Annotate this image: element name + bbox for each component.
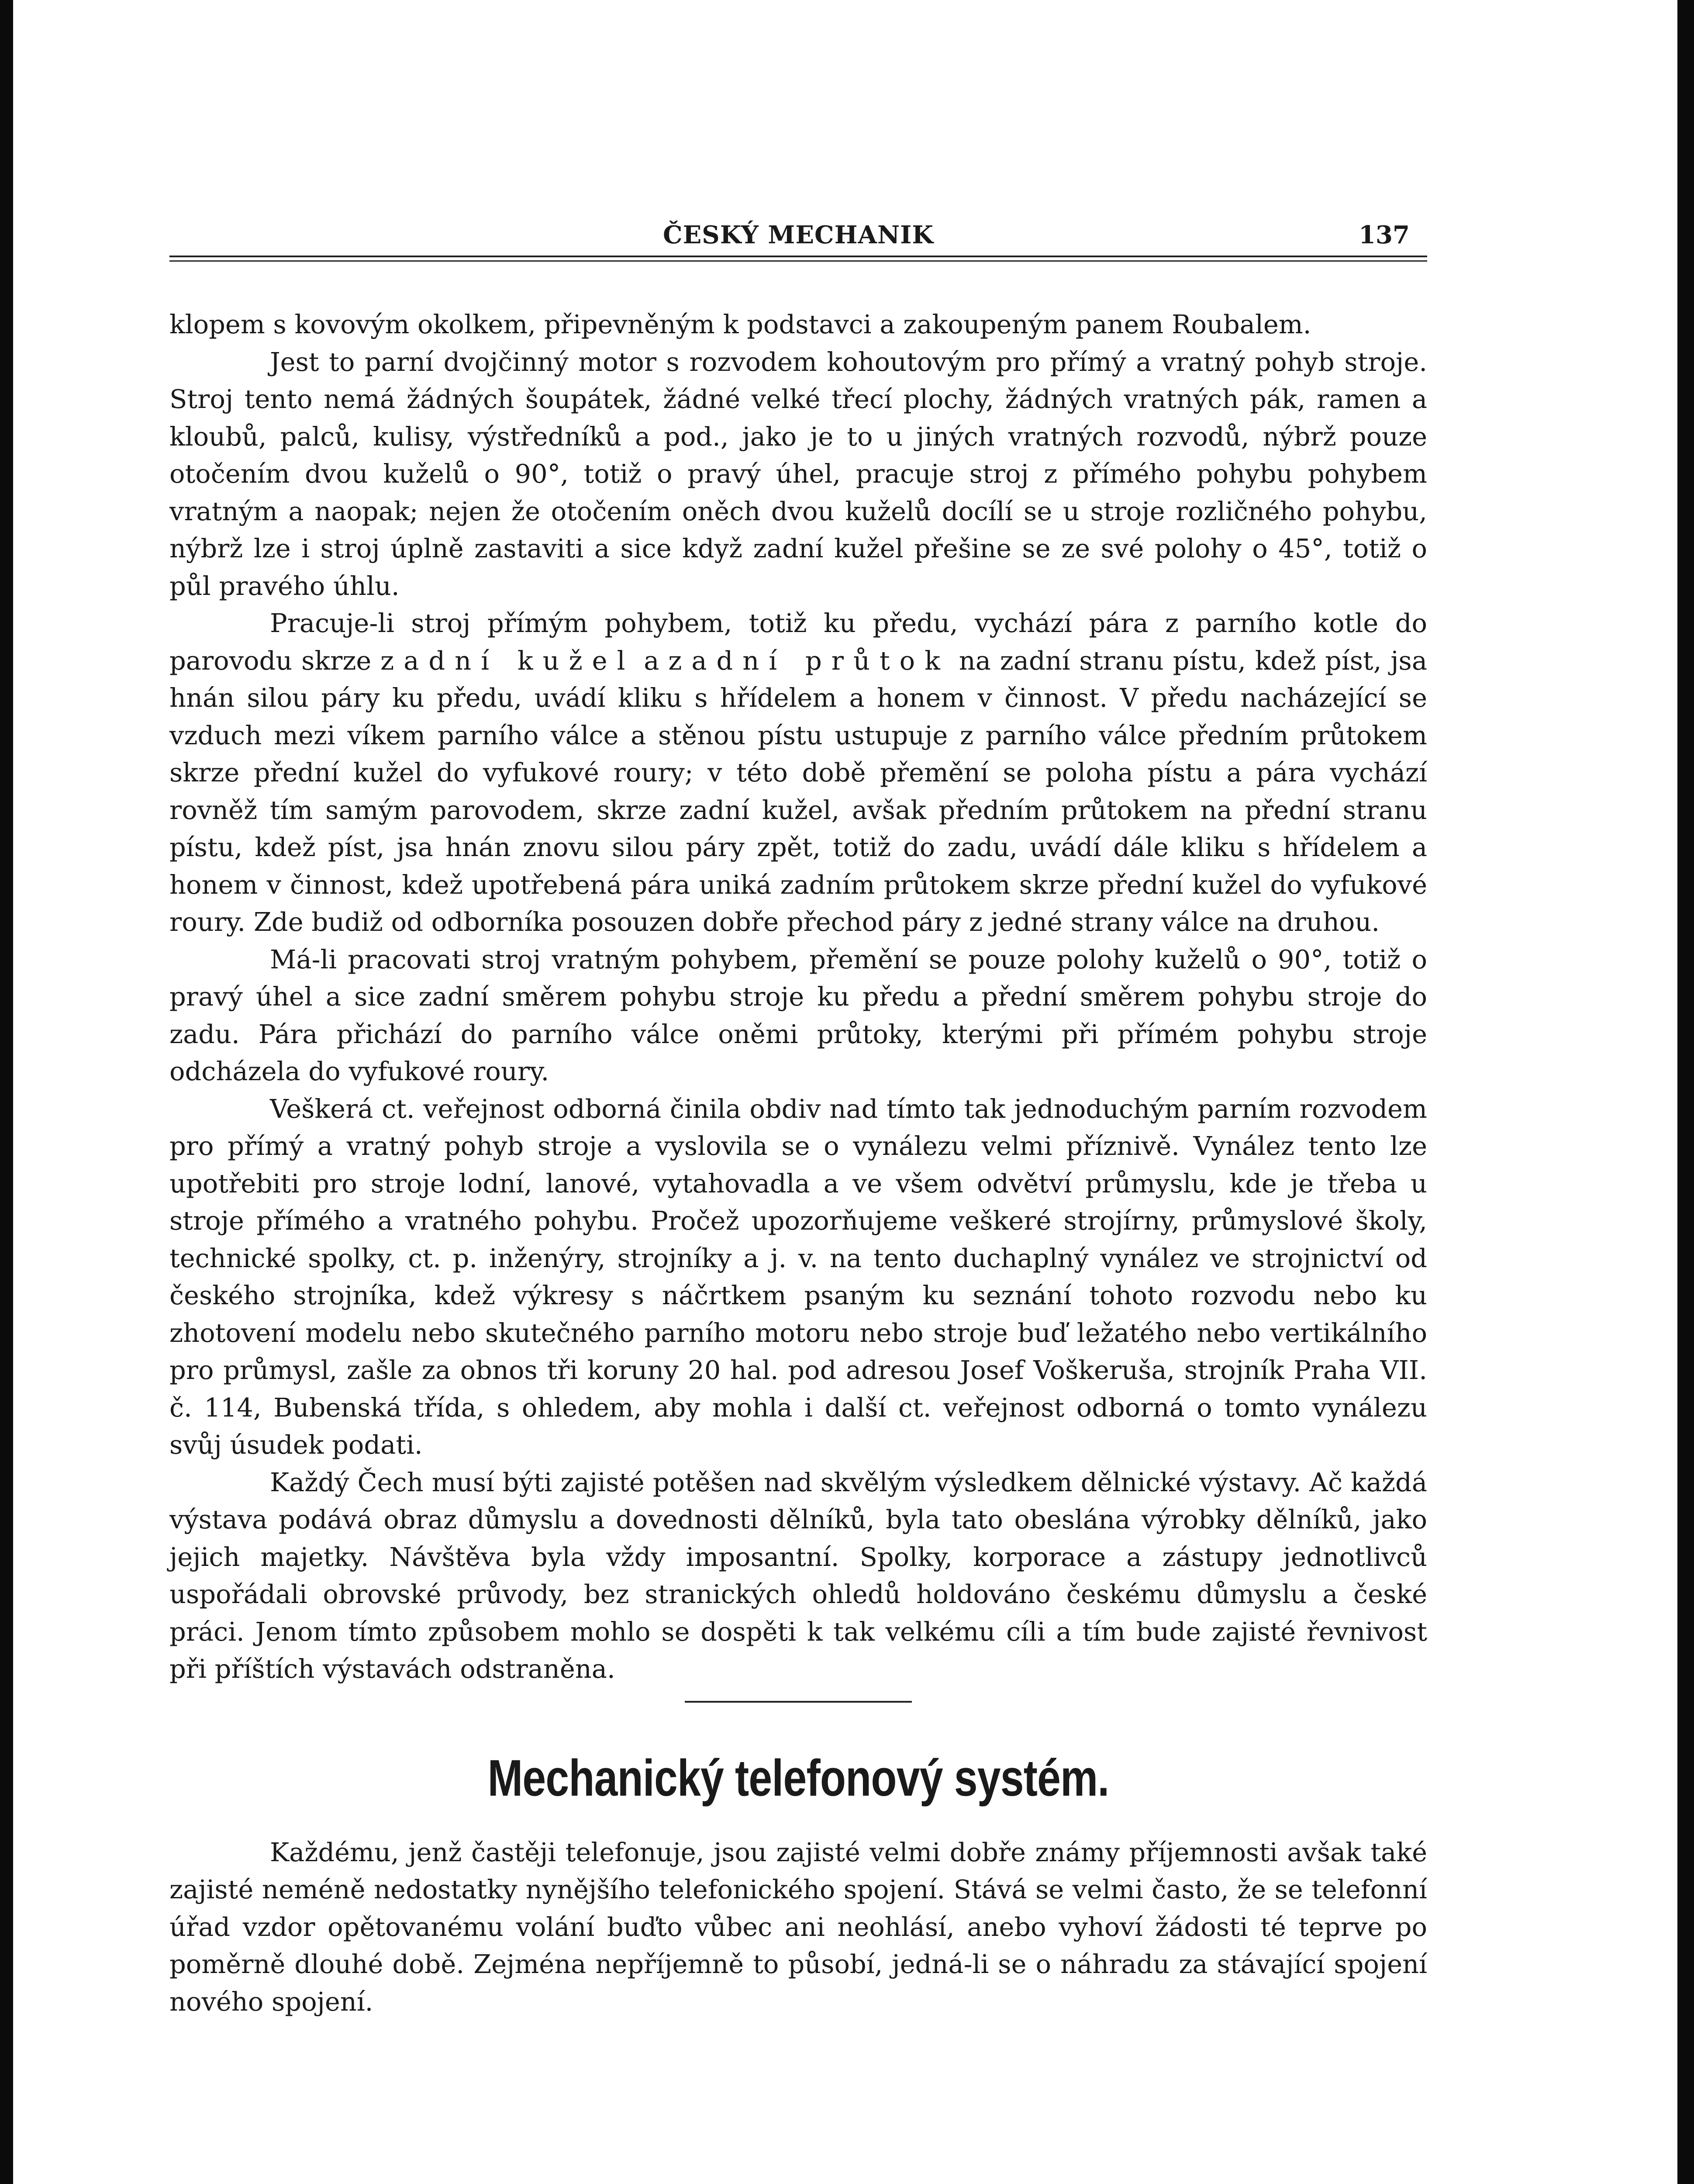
page-number: 137 bbox=[1359, 221, 1410, 249]
page-body bbox=[169, 306, 1427, 2020]
article-heading: Mechanický telefonový systém. bbox=[487, 1749, 1109, 1807]
emphasis-spaced: zadní průtok bbox=[668, 645, 950, 676]
page bbox=[169, 0, 1427, 2184]
journal-title: ČESKÝ MECHANIK bbox=[663, 221, 934, 249]
text-run: Pracuje-li stroj přímým pohybem, totiž ku předu, vychází pára z parního kotle do parovodu skrze bbox=[169, 608, 1427, 676]
paragraph-telephone: Každému, jenž častěji telefonuje, jsou zajisté velmi dobře známy příjemnosti avšak také zajisté neméně nedostatky nynějšího telefonického spojení. Stává se velmi často, že se telefonní úřad vzdor opětovanému volání buďto vůbec ani neohlásí, anebo vyhoví žádosti té teprve po poměrně dlouhé době. Zejména nepříjemně to působí, jedná-li se o náhradu za stávající spojení nového spojení. bbox=[169, 1837, 1427, 2017]
paragraph-reverse-motion: Má-li pracovati stroj vratným pohybem, přemění se pouze polohy kuželů o 90°, totiž o pravý úhel a sice zadní směrem pohybu stroje ku předu a přední směrem pohybu stroje do zadu. Pára přichází do parního válce oněmi průtoky, kterými při přímém pohybu stroje odcházela do vyfukové roury. bbox=[169, 944, 1427, 1086]
paragraph-invention-offer: Veškerá ct. veřejnost odborná činila obdiv nad tímto tak jednoduchým parním rozvodem pro přímý a vratný pohyb stroje a vyslovila se o vynálezu velmi příznivě. Vynález tento lze upotřebiti pro stroje lodní, lanové, vytahovadla a ve všem odvětví průmyslu, kde je třeba u stroje přímého a vratného pohybu. Pročež upozorňujeme veškeré strojírny, průmyslové školy, technické spolky, ct. p. inženýry, strojníky a j. v. na tento duchaplný vynález ve strojnictví od českého strojníka, kdež výkresy s náčrtkem psaným ku seznání tohoto rozvodu nebo ku zhotovení modelu nebo skutečného parního motoru nebo stroje buď ležatého nebo vertikálního pro průmysl, zašle za obnos tři koruny 20 hal. pod adresou Josef Voškeruša, strojník Praha VII. č. 114, Bubenská třída, s ohledem, aby mohla i další ct. veřejnost odborná o tomto vynálezu svůj úsudek podati. bbox=[169, 1093, 1427, 1460]
running-header bbox=[169, 221, 1427, 251]
paragraph-motor-description: Jest to parní dvojčinný motor s rozvodem kohoutovým pro přímý a vratný pohyb stroje. Stroj tento nemá žádných šoupátek, žádné velké třecí plochy, žádných vratných pák, ramen a kloubů, palců, kulisy, výstředníků a pod., jako je to u jiných vratných rozvodů, nýbrž pouze otočením dvou kuželů o 90°, totiž o pravý úhel, pracuje stroj z přímého pohybu pohybem vratným a naopak; nejen že otočením oněch dvou kuželů docílí se u stroje rozličného pohybu, nýbrž lze i stroj úplně zastaviti a sice když zadní kužel přešine se ze své polohy o 45°, totiž o půl pravého úhlu. bbox=[169, 346, 1427, 601]
text-run: a bbox=[644, 645, 659, 676]
emphasis-spaced: zadní kužel bbox=[380, 645, 635, 676]
text-run: na zadní stranu pístu, kdež píst, jsa hnán silou páry ku předu, uvádí kliku s hřídelem a honem v činnost. V předu nacházející se vzduch mezi víkem parního válce a stěnou pístu ustupuje z parního válce předním průtokem skrze přední kužel do vyfukové roury; v této době přemění se poloha pístu a pára vychází rovněž tím samým parovodem, skrze zadní kužel, avšak předním průtokem na přední stranu pístu, kdež píst, jsa hnán znovu silou páry zpět, totiž do zadu, uvádí dále kliku s hřídelem a honem v činnost, kdež upotřebená pára uniká zadním průtokem skrze přední kužel do vyfukové roury. Zde budiž od odborníka posouzen dobře přechod páry z jedné strany válce na druhou. bbox=[169, 645, 1428, 937]
scan-border-right bbox=[1677, 0, 1694, 2184]
scan-border-left bbox=[0, 0, 13, 2184]
paragraph-exhibition: Každý Čech musí býti zajisté potěšen nad skvělým výsledkem dělnické výstavy. Ač každá výstava podává obraz důmyslu a dovednosti dělníků, byla tato obeslána výrobky dělníků, jako jejich majetky. Návštěva byla vždy imposantní. Spolky, korporace a zástupy jednotlivců uspořádali obrovské průvody, bez stranických ohledů holdováno českému důmyslu a české práci. Jenom tímto způsobem mohlo se dospěti k tak velkému cíli a tím bude zajisté řevnivost při příštích výstavách odstraněna. bbox=[169, 1467, 1427, 1684]
header-rule bbox=[169, 256, 1427, 262]
paragraph-continuation: klopem s kovovým okolkem, připevněným k podstavci a zakoupeným panem Roubalem. bbox=[169, 309, 1311, 339]
paragraph-forward-motion bbox=[169, 605, 1427, 941]
section-separator bbox=[685, 1701, 912, 1703]
